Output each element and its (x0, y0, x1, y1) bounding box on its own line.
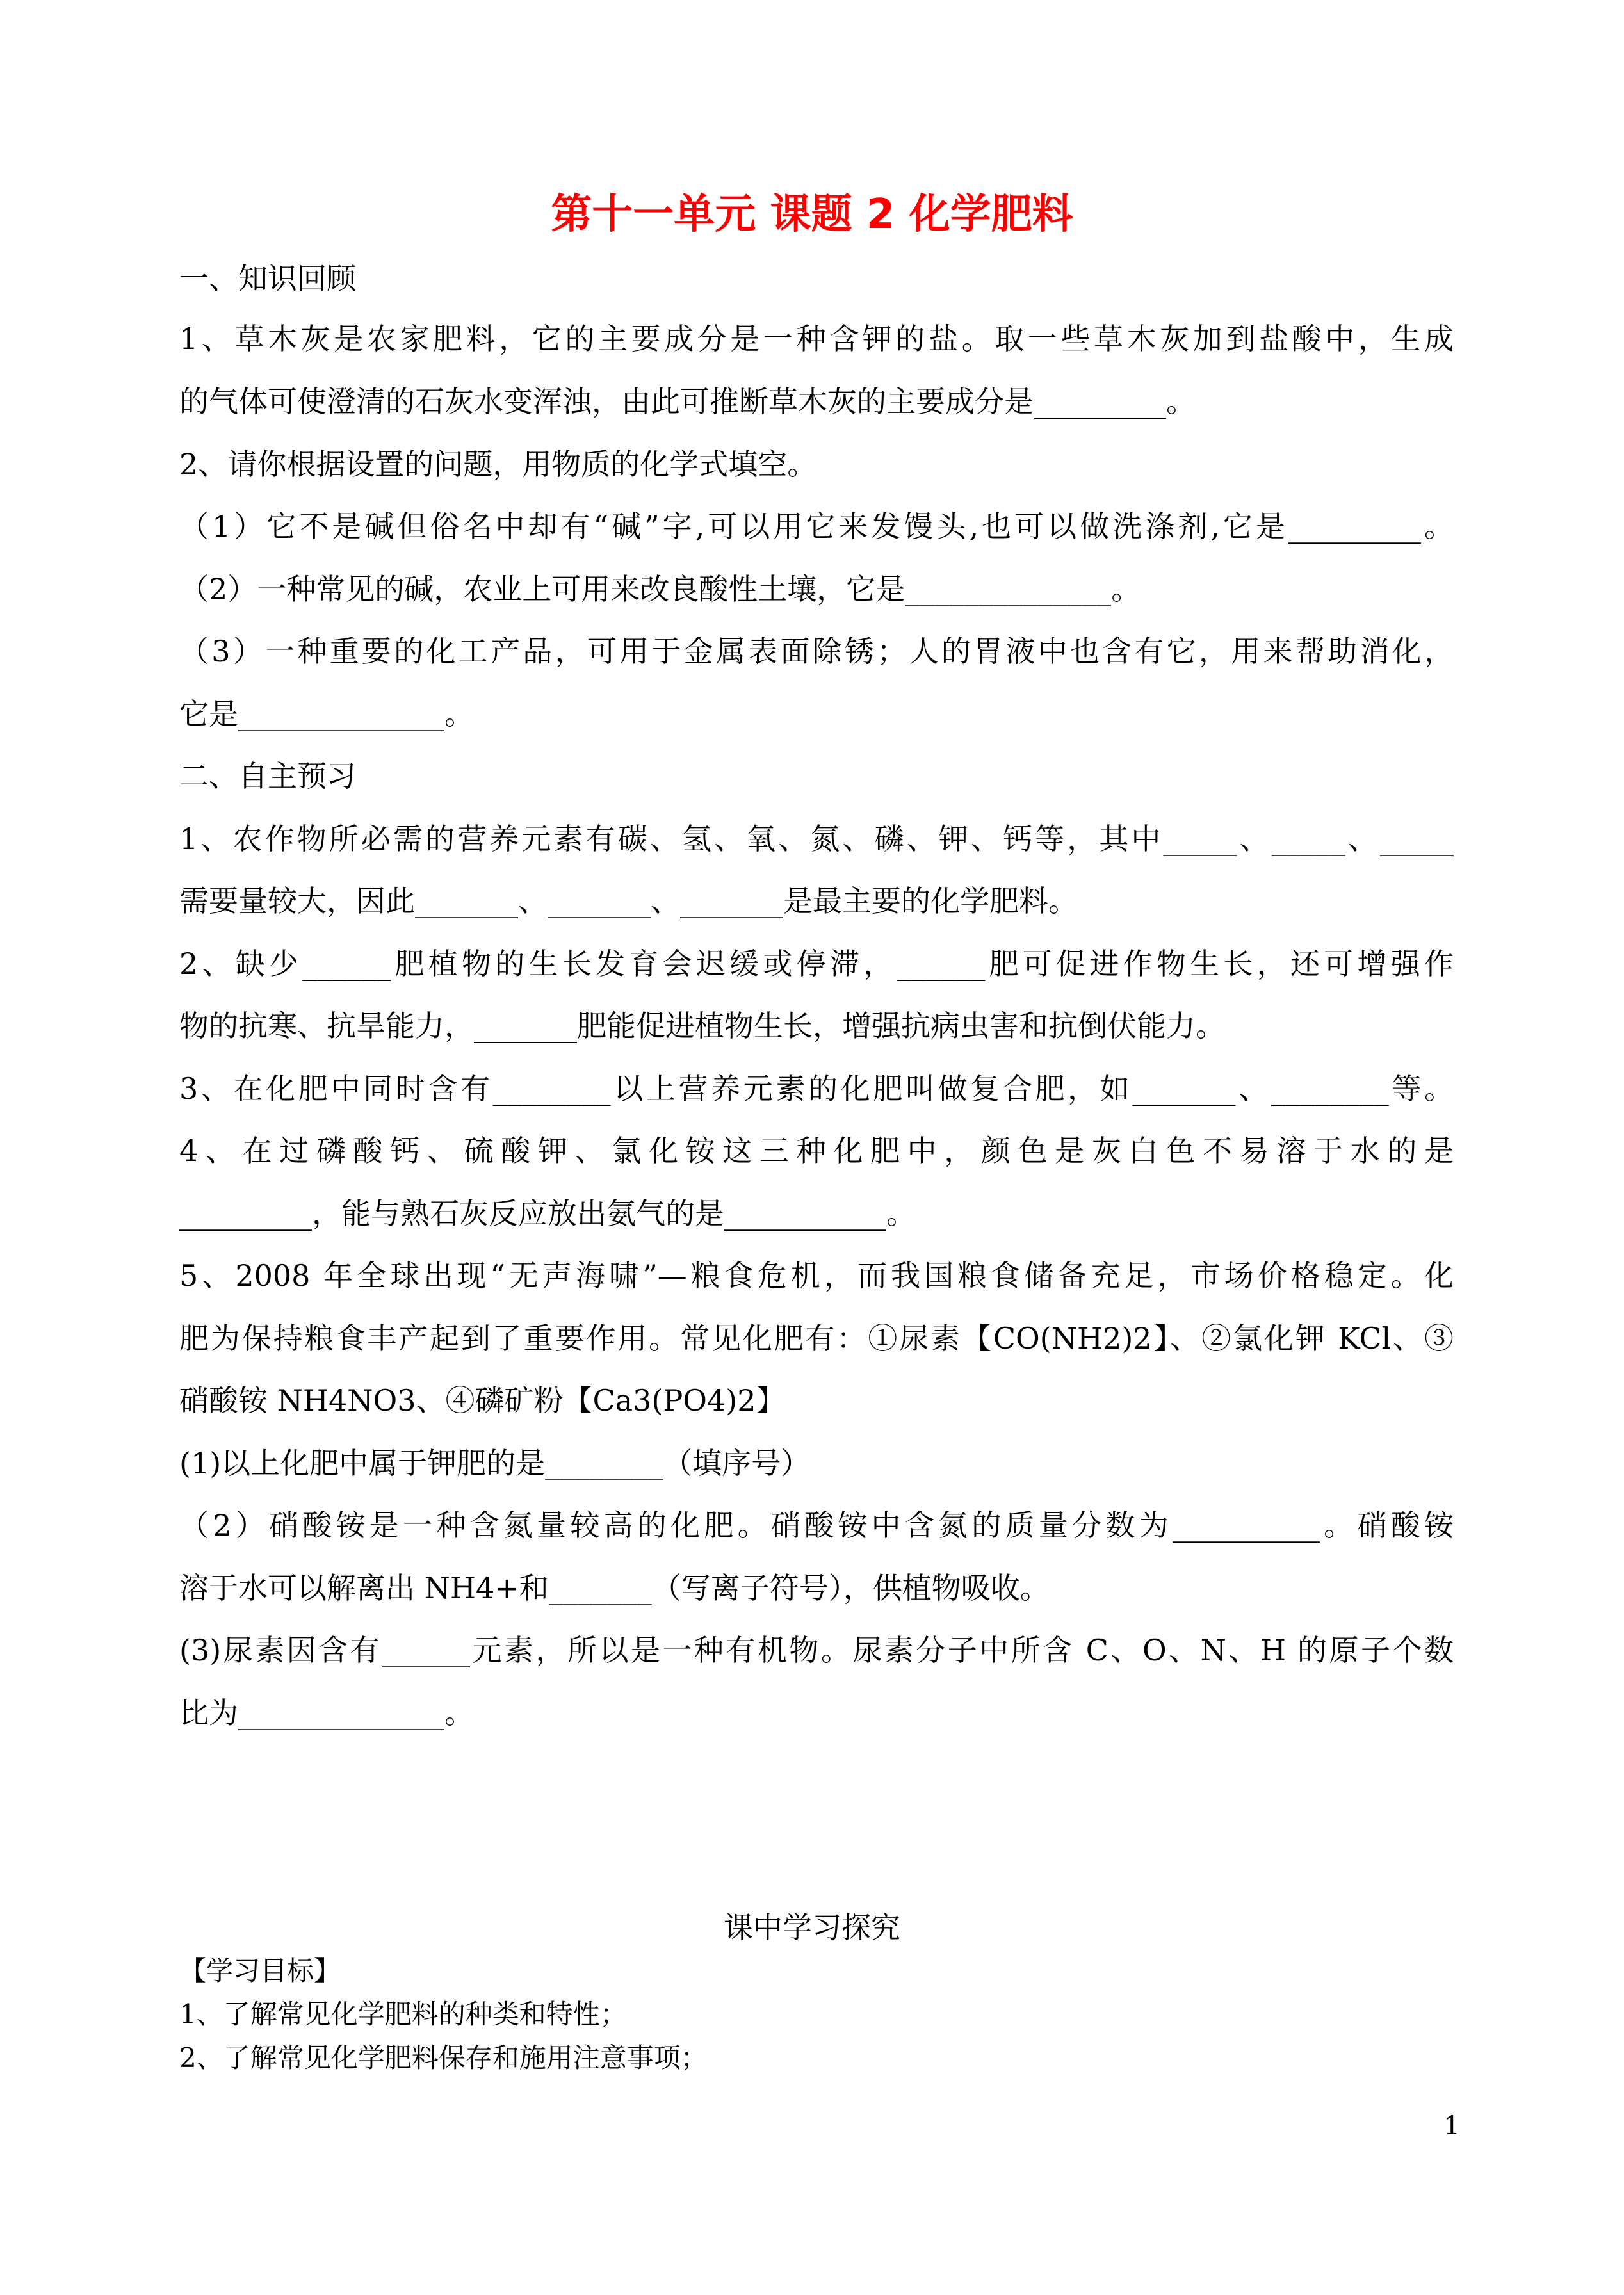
section-heading-review: 一、知识回顾 (179, 261, 356, 296)
paragraph-line: 的气体可使澄清的石灰水变浑浊，由此可推断草木灰的主要成分是_________。 (179, 384, 1196, 419)
paragraph-line: 它是______________。 (179, 697, 474, 731)
paragraph-line: （3）一种重要的化工产品，可用于金属表面除锈；人的胃液中也含有它，用来帮助消化， (179, 634, 1454, 669)
paragraph-line: （1）它不是碱但俗名中却有“碱”字,可以用它来发馒头,也可以做洗涤剂,它是_________。 (179, 509, 1454, 544)
paragraph-line: 5、2008 年全球出现“无声海啸”—粮食危机，而我国粮食储备充足，市场价格稳定。化 (179, 1258, 1454, 1293)
objective-item: 1、了解常见化学肥料的种类和特性； (179, 1999, 627, 2030)
paragraph-line: 1、草木灰是农家肥料，它的主要成分是一种含钾的盐。取一些草木灰加到盐酸中，生成 (179, 321, 1454, 356)
paragraph-line: 比为______________。 (179, 1696, 474, 1730)
paragraph-line: 需要量较大，因此_______、_______、_______是最主要的化学肥料。 (179, 884, 1078, 918)
paragraph-line: 物的抗寒、抗旱能力，_______肥能促进植物生长，增强抗病虫害和抗倒伏能力。 (179, 1009, 1225, 1043)
paragraph-line: 2、缺少______肥植物的生长发育会迟缓或停滞，______肥可促进作物生长，还可增强作 (179, 946, 1454, 981)
paragraph-line: (3)尿素因含有______元素，所以是一种有机物。尿素分子中所含 C、O、N、H 的原子个数 (179, 1633, 1454, 1667)
paragraph-line: 1、农作物所必需的营养元素有碳、氢、氧、氮、磷、钾、钙等，其中_____、_____、_____ (179, 822, 1454, 856)
objective-item: 2、了解常见化学肥料保存和施用注意事项； (179, 2042, 708, 2073)
page-title: 第十一单元 课题 2 化学肥料 (551, 191, 1073, 238)
paragraph-line: _________，能与熟石灰反应放出氨气的是___________。 (179, 1196, 916, 1231)
paragraph-line: 溶于水可以解离出 NH4+和_______（写离子符号），供植物吸收。 (179, 1571, 1050, 1605)
paragraph-line: 硝酸铵 NH4NO3、④磷矿粉【Ca3(PO4)2】 (179, 1383, 786, 1418)
paragraph-line: （2）硝酸铵是一种含氮量较高的化肥。硝酸铵中含氮的质量分数为__________。硝酸铵 (179, 1508, 1454, 1543)
paragraph-line: 2、请你根据设置的问题，用物质的化学式填空。 (179, 447, 817, 482)
objectives-heading: 【学习目标】 (179, 1955, 341, 1986)
paragraph-line: 3、在化肥中同时含有________以上营养元素的化肥叫做复合肥，如_______、________等。 (179, 1071, 1454, 1106)
page-number: 1 (1443, 2111, 1460, 2141)
paragraph-line: 4、在过磷酸钙、硫酸钾、氯化铵这三种化肥中，颜色是灰白色不易溶于水的是 (179, 1133, 1454, 1168)
paragraph-line: （2）一种常见的碱，农业上可用来改良酸性土壤，它是______________。 (179, 572, 1141, 606)
paragraph-line: (1)以上化肥中属于钾肥的是________（填序号） (179, 1446, 811, 1480)
section-heading-preview: 二、自主预习 (179, 759, 356, 793)
paragraph-line: 肥为保持粮食丰产起到了重要作用。常见化肥有：①尿素【CO(NH2)2】、②氯化钾 KCl、③ (179, 1321, 1454, 1356)
section-title-in-class: 课中学习探究 (724, 1910, 900, 1945)
